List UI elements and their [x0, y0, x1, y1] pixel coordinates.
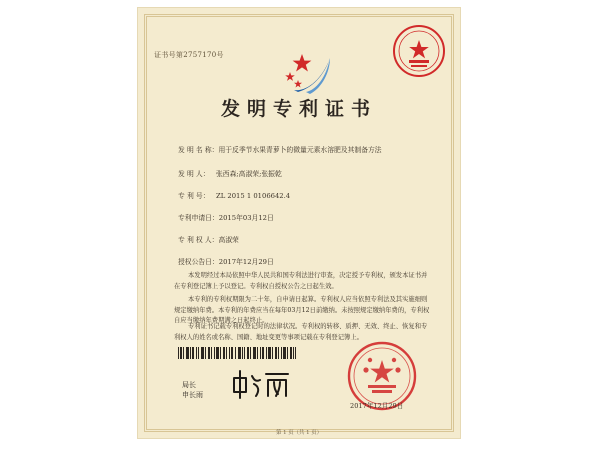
field-label: 发 明 名 称：	[178, 146, 219, 154]
page-number: 第 1 页（共 1 页）	[275, 430, 323, 436]
field-label: 专 利 号：	[178, 192, 210, 200]
field-value: 2015年03月12日	[218, 214, 274, 222]
certificate-number: 证书号第2757170号	[154, 51, 224, 59]
seal-date: 2017年12月29日	[350, 402, 404, 410]
field-label: 授权公告日：	[178, 258, 219, 266]
patent-seal-top-icon	[392, 24, 446, 78]
field-grant-date	[178, 256, 274, 266]
signatory-name: 申长雨	[182, 391, 203, 399]
field-value: 2017年12月29日	[218, 258, 274, 266]
field-label: 专利申请日：	[178, 214, 219, 222]
field-filing-date	[178, 212, 274, 222]
field-label: 发 明 人：	[178, 170, 210, 178]
patent-office-emblem-icon	[276, 46, 336, 98]
barcode	[178, 347, 296, 359]
signatory-title: 局长	[182, 381, 196, 389]
emblem-star-icon	[293, 54, 312, 72]
paragraph-grant: 本发明经过本局依照中华人民共和国专利法进行审查，决定授予专利权，颁发本证书并在专利登记簿上予以登记。专利权自授权公告之日起生效。	[174, 272, 428, 290]
field-value: 张西森;高淑荣;张振乾	[216, 170, 282, 178]
certificate-title: 发明专利证书	[220, 98, 377, 120]
field-value: 高淑荣	[218, 236, 239, 244]
paragraph-records: 专利证书记载专利权登记时的法律状况。专利权的转移、质押、无效、终止、恢复和专利权人的姓名或名称、国籍、地址变更等事项记载在专利登记簿上。	[174, 323, 428, 341]
field-invention-name	[178, 144, 382, 154]
field-patent-number	[178, 190, 290, 200]
field-inventors	[178, 168, 282, 178]
field-value: 用于反季节水果青萝卜的微量元素水溶肥及其制备方法	[218, 146, 382, 154]
handwritten-signature	[230, 368, 292, 400]
paragraph-term: 本专利的专利权期限为二十年，自申请日起算。专利权人应当依照专利法及其实施细则规定缴纳年费。本专利的年费应当在每年03月12日前缴纳。未按照规定缴纳年费的，专利权自应当缴纳年费期满之日起终止。	[174, 296, 430, 324]
field-patentee	[178, 234, 239, 244]
field-label: 专 利 权 人：	[178, 236, 219, 244]
patent-certificate	[138, 8, 460, 438]
field-value: ZL 2015 1 0106642.4	[216, 192, 291, 200]
